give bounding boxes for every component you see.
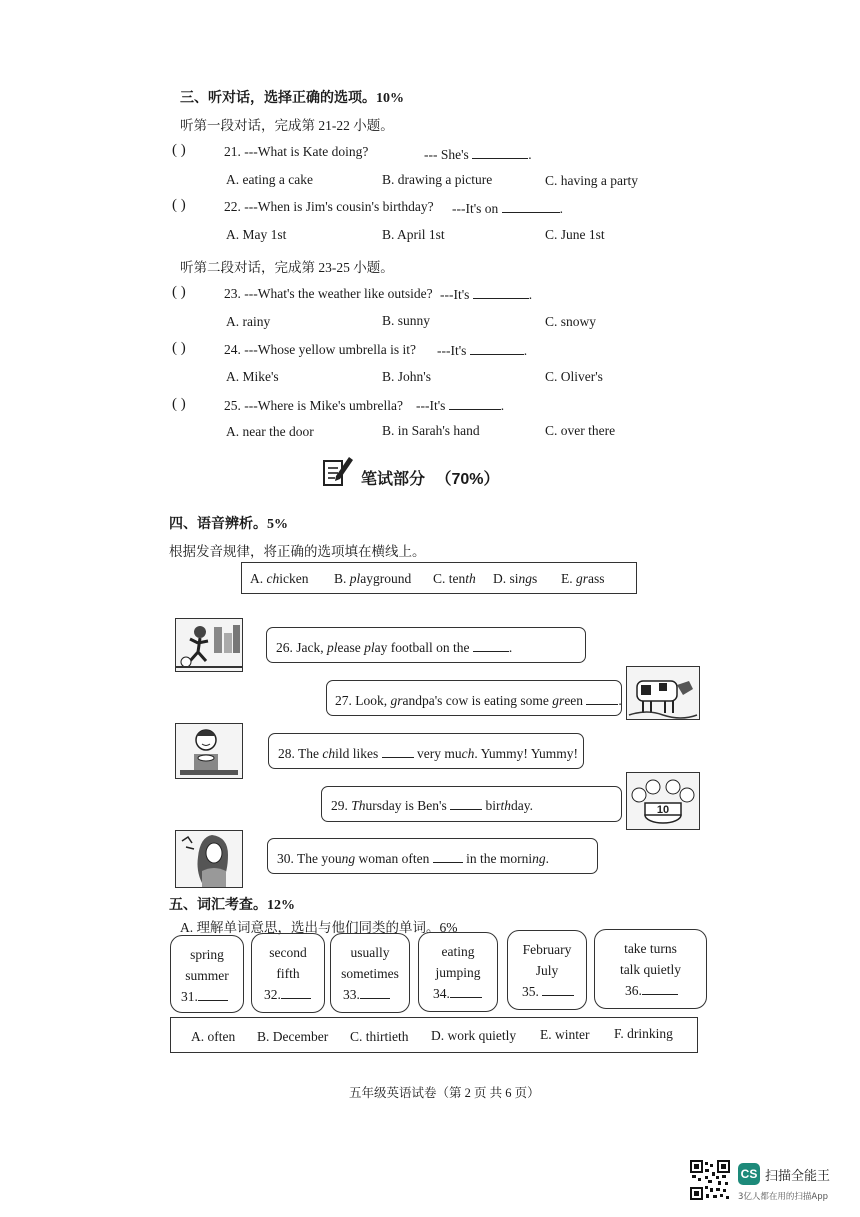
- sentence-29: 29. Thursday is Ben's birthday.: [331, 798, 533, 813]
- vocab-option-b: B. December: [257, 1029, 329, 1044]
- question-22: 22. ---When is Jim's cousin's birthday?: [224, 199, 434, 214]
- section-3-title: 三、听对话，选择正确的选项。10%: [180, 91, 404, 106]
- group-33-word-2: sometimes: [341, 966, 399, 981]
- scanner-app-name: 扫描全能王: [765, 1169, 831, 1184]
- blank-26[interactable]: [473, 639, 509, 652]
- sentence-30: 30. The young woman often in the morning.: [277, 851, 549, 866]
- sentence-27: 27. Look, grandpa's cow is eating some green .: [335, 693, 622, 708]
- option-21-b: B. drawing a picture: [382, 172, 493, 187]
- option-24-b: B. John's: [382, 369, 431, 384]
- group-35-word-2: July: [535, 963, 559, 978]
- group-35-word-1: February: [522, 942, 572, 957]
- option-23-b: B. sunny: [382, 313, 431, 328]
- group-31-word-2: summer: [185, 968, 229, 983]
- word-group-32: [251, 933, 325, 1013]
- group-32-word-2: fifth: [276, 966, 300, 981]
- vocab-option-f: F. drinking: [614, 1026, 673, 1041]
- group-36-word-1: take turns: [624, 941, 677, 956]
- phonics-option-c: C. tenth: [433, 571, 476, 586]
- phonics-option-b: B. playground: [334, 571, 412, 586]
- blank-22[interactable]: [502, 200, 560, 213]
- woman-singing-picture: [175, 830, 243, 888]
- cow-picture: [626, 666, 700, 720]
- page-footer: 五年级英语试卷（第 2 页 共 6 页）: [349, 1086, 540, 1100]
- answer-24-prompt: ---It's .: [437, 343, 528, 358]
- group-32-word-1: second: [269, 945, 307, 960]
- blank-32[interactable]: [281, 986, 311, 999]
- question-25: 25. ---Where is Mike's umbrella?: [224, 398, 403, 413]
- blank-23[interactable]: [473, 286, 529, 299]
- group-34-word-1: eating: [441, 944, 475, 959]
- question-23: 23. ---What's the weather like outside?: [224, 286, 433, 301]
- word-group-33: [330, 933, 410, 1013]
- blank-27[interactable]: [586, 692, 618, 705]
- qr-code-icon: [690, 1160, 730, 1200]
- blank-25[interactable]: [449, 397, 501, 410]
- option-21-a: A. eating a cake: [226, 172, 313, 187]
- group-34-word-2: jumping: [435, 965, 481, 980]
- answer-bracket-22[interactable]: ( ): [172, 197, 186, 213]
- pencil-notepad-icon: [322, 454, 354, 488]
- option-22-c: C. June 1st: [545, 227, 605, 242]
- written-part-title: 笔试部分 （70%）: [361, 471, 500, 488]
- camscanner-logo-icon: CS: [738, 1163, 760, 1185]
- option-25-a: A. near the door: [226, 424, 314, 439]
- question-24: 24. ---Whose yellow umbrella is it?: [224, 342, 416, 357]
- section-4-instruction: 根据发音规律，将正确的选项填在横线上。: [169, 544, 426, 559]
- group-31-word-1: spring: [190, 947, 224, 962]
- question-21: 21. ---What is Kate doing?: [224, 144, 369, 159]
- option-23-a: A. rainy: [226, 314, 271, 329]
- word-group-34: [418, 932, 498, 1012]
- vocab-option-d: D. work quietly: [431, 1028, 517, 1043]
- scanner-tagline: 3亿人都在用的扫描App: [738, 1192, 829, 1202]
- blank-30[interactable]: [433, 850, 463, 863]
- answer-25-prompt: ---It's .: [416, 398, 505, 413]
- group-35-number: 35.: [522, 984, 539, 999]
- group-31-number: 31.: [181, 989, 198, 1004]
- blank-35[interactable]: [542, 983, 574, 996]
- blank-31[interactable]: [198, 988, 228, 1001]
- answer-bracket-24[interactable]: ( ): [172, 340, 186, 356]
- football-picture: [175, 618, 243, 672]
- blank-24[interactable]: [470, 342, 524, 355]
- option-24-c: C. Oliver's: [545, 369, 603, 384]
- group-36-word-2: talk quietly: [619, 962, 682, 977]
- option-22-a: A. May 1st: [226, 227, 287, 242]
- section-4-title: 四、语音辨析。5%: [169, 517, 288, 532]
- group-32-number: 32.: [264, 987, 281, 1002]
- vocab-option-a: A. often: [191, 1029, 236, 1044]
- blank-28[interactable]: [382, 745, 414, 758]
- group-33-number: 33.: [343, 987, 360, 1002]
- word-group-35: [507, 930, 587, 1010]
- blank-33[interactable]: [360, 986, 390, 999]
- option-24-a: A. Mike's: [226, 369, 279, 384]
- dialog-2-instruction: 听第二段对话，完成第 23-25 小题。: [180, 260, 394, 275]
- sentence-26: 26. Jack, please play football on the .: [276, 640, 513, 655]
- birthday-cake-picture: [626, 772, 700, 830]
- blank-21[interactable]: [472, 146, 528, 159]
- option-21-c: C. having a party: [545, 173, 638, 188]
- child-eating-picture: [175, 723, 243, 779]
- option-23-c: C. snowy: [545, 314, 597, 329]
- answer-21-prompt: --- She's .: [424, 147, 532, 162]
- vocab-option-c: C. thirtieth: [350, 1029, 409, 1044]
- cake-number-label: 10: [656, 804, 670, 816]
- phonics-option-a: A. chicken: [250, 571, 309, 586]
- section-5-title: 五、词汇考查。12%: [169, 898, 295, 913]
- blank-34[interactable]: [450, 985, 482, 998]
- sentence-28: 28. The child likes very much. Yummy! Yummy!: [278, 746, 578, 761]
- option-22-b: B. April 1st: [382, 227, 445, 242]
- option-25-c: C. over there: [545, 423, 616, 438]
- answer-bracket-25[interactable]: ( ): [172, 396, 186, 412]
- answer-bracket-23[interactable]: ( ): [172, 284, 186, 300]
- option-25-b: B. in Sarah's hand: [382, 423, 480, 438]
- answer-bracket-21[interactable]: ( ): [172, 142, 186, 158]
- blank-29[interactable]: [450, 797, 482, 810]
- answer-22-prompt: ---It's on .: [452, 201, 564, 216]
- answer-23-prompt: ---It's .: [440, 287, 533, 302]
- dialog-1-instruction: 听第一段对话，完成第 21-22 小题。: [180, 118, 394, 133]
- word-group-31: [170, 935, 244, 1013]
- group-36-number: 36.: [625, 983, 642, 998]
- group-34-number: 34.: [433, 986, 450, 1001]
- blank-36[interactable]: [642, 982, 678, 995]
- phonics-option-e: E. grass: [561, 571, 605, 586]
- phonics-option-d: D. sings: [493, 571, 538, 586]
- section-5-subtitle: A. 理解单词意思，选出与他们同类的单词。6%: [180, 920, 458, 935]
- vocab-option-e: E. winter: [540, 1027, 590, 1042]
- group-33-word-1: usually: [350, 945, 390, 960]
- word-group-36: [594, 929, 707, 1009]
